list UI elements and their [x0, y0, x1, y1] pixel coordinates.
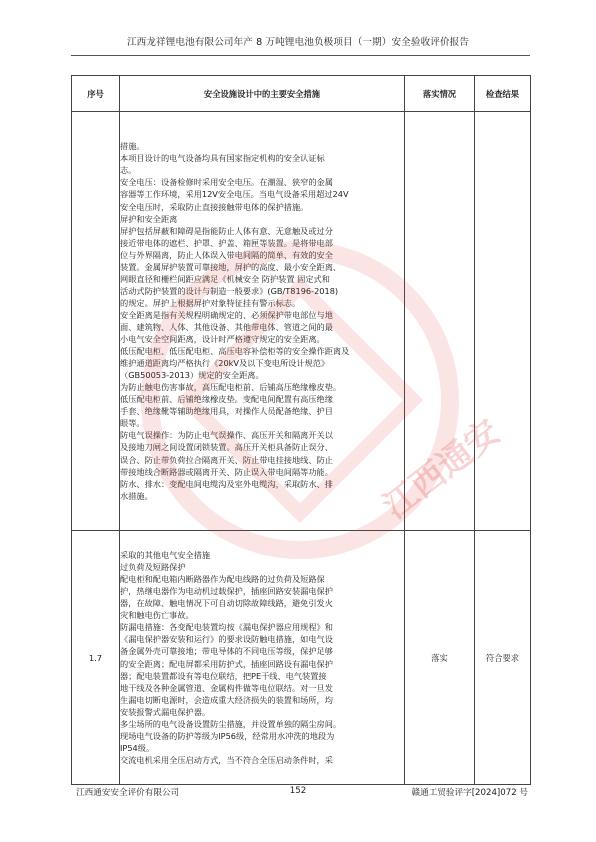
footer-report-number: 赣通工贸验评字[2024]072 号 — [411, 788, 528, 798]
measure-text-line: 志。 — [120, 165, 137, 176]
measure-text-line: 安全电压：设备检修时采用安全电压。在潮湿、狭窄的金属 — [120, 177, 333, 188]
measure-text-line: 配电柜和配电箱内断路器作为配电线路的过负荷及短路保 — [120, 574, 325, 585]
measure-text-line: 误合、防止带负荷拉合隔离开关、防止带电挂接地线、防止 — [120, 454, 333, 465]
measure-text-line: 采取的其他电气安全措施 — [120, 550, 211, 561]
measures-cell — [120, 531, 405, 785]
measure-text-line: 低压配电柜前、后铺绝缘橡皮垫。变配电间配置有高压绝缘 — [120, 394, 333, 405]
report-header-title: 江西龙祥锂电池有限公司年产 8 万吨锂电池负极项目（一期）安全验收评价报告 — [126, 37, 470, 48]
measure-text-line: 手套、绝缘靴等辅助绝缘用具，对操作人员配备绝缘、护目 — [120, 406, 333, 417]
measure-text-line: 接近带电体的遮栏、护罩、护盖、箱匣等装置。是将带电部 — [120, 237, 333, 248]
measure-text-line: IP54级。 — [120, 742, 155, 753]
column-header-no: 序号 — [72, 76, 120, 112]
measure-text-line: 多尘场所的电气设备设置防尘措施，并设置单独的隔尘房间。 — [120, 718, 342, 729]
measure-text-line: 的安全距离；配电屏都采用防护式，插座回路设有漏电保护 — [120, 658, 333, 669]
measure-text-line: 器，在故障、触电情况下可自动切除故障线路，避免引发火 — [120, 598, 333, 609]
result-cell — [475, 112, 531, 531]
row-number — [72, 112, 120, 531]
measure-text-line: 水措施。 — [120, 490, 153, 501]
table-row — [72, 531, 531, 785]
footer-company: 江西通安安全评价有限公司 — [76, 788, 180, 798]
measure-text-line: 带接地线合断路器或隔离开关、防止误入带电间隔等功能。 — [120, 466, 333, 477]
measure-text-line: 屏护包括屏蔽和障碍是指能防止人体有意、无意触及或过分 — [120, 225, 333, 236]
measure-text-line: 位与外界隔离，防止人体误入带电间隔的简单、有效的安全 — [120, 249, 333, 260]
measure-text-line: 容器等工作环境，采用12V安全电压。当电气设备采用超过24V — [120, 189, 349, 200]
measure-text-line: 防电气误操作：为防止电气误操作、高压开关和隔离开关以 — [120, 430, 333, 441]
measure-text-line: 安全距离是指有关规程明确规定的、必须保护带电部位与地 — [120, 309, 333, 320]
measure-text-line: 措施。 — [120, 141, 145, 152]
measure-text-line: 生漏电切断电源时，会造成重大经济损失的装置和场所，均 — [120, 694, 333, 705]
table-header-row — [72, 76, 531, 112]
row-number: 1.7 — [72, 531, 120, 785]
measure-text-line: 护，热继电器作为电动机过载保护，插座回路安装漏电保护 — [120, 586, 333, 597]
result-cell: 符合要求 — [475, 531, 531, 785]
measure-text-line: 安全电压时，采取防止直接接触带电体的保护措施。 — [120, 201, 309, 212]
measure-text-line: 交流电机采用全压启动方式，当不符合全压启动条件时，采 — [120, 754, 333, 765]
measure-text-line: 及接地刀闸之间设置闭锁装置。高压开关柜具备防止误分、 — [120, 442, 333, 453]
implementation-cell: 落实 — [405, 531, 475, 785]
measure-text-line: 的规定。屏护上根据屏护对象特征挂有警示标志。 — [120, 297, 301, 308]
measure-text-line: 装置。金属屏护装置可靠接地，屏护的高度、最小安全距离、 — [120, 261, 342, 272]
measure-text-line: 本项目设计的电气设备均具有国家指定机构的安全认证标 — [120, 153, 325, 164]
measure-text-line: 现场电气设备的防护等级为IP56级，经常用水冲洗的地段为 — [120, 730, 335, 741]
measure-text-line: 《漏电保护器安装和运行》的要求设防触电措施，如电气设 — [120, 634, 333, 645]
column-header-measures: 安全设施设计中的主要安全措施 — [120, 76, 405, 112]
measures-cell — [120, 112, 405, 531]
footer-page-number: 152 — [289, 786, 307, 796]
measures-text-block — [120, 140, 404, 501]
measure-text-line: 防漏电措施：各变配电装置均按《漏电保护器应用规程》和 — [120, 622, 333, 633]
watermark-text: 江西通安 — [375, 411, 508, 528]
measure-text-line: 低压配电柜、低压配电柜、高压电容补偿柜等的安全操作距离及 — [120, 346, 350, 357]
measure-text-line: 屏护和安全距离 — [120, 213, 178, 224]
measures-text-block — [120, 549, 404, 766]
measure-text-line: 活动式防护装置的设计与制造一般要求》(GB/T8196-2018) — [120, 285, 339, 296]
table-row — [72, 112, 531, 531]
safety-measures-table — [71, 75, 531, 785]
measure-text-line: （GB50053-2013）规定的安全距离。 — [120, 370, 264, 381]
measure-text-line: 为防止触电伤害事故，高压配电柜前、后铺高压绝缘橡皮垫。 — [120, 382, 342, 393]
measure-text-line: 备金属外壳可靠接地；带电导体的不同电压等级，保护足够 — [120, 646, 333, 657]
column-header-result: 检查结果 — [475, 76, 531, 112]
header-divider — [71, 55, 530, 56]
measure-text-line: 维护通道距离均严格执行《20kV及以下变电所设计规范》 — [120, 358, 330, 369]
implementation-cell — [405, 112, 475, 531]
measure-text-line: 防水、排水：变配电间电缆沟及室外电缆沟，采取防水、排 — [120, 478, 333, 489]
measure-text-line: 过负荷及短路保护 — [120, 562, 186, 573]
measure-text-line: 安装报警式漏电保护器。 — [120, 706, 211, 717]
measure-text-line: 网眼直径和栅栏间距应满足《机械安全 防护装置 固定式和 — [120, 273, 330, 284]
column-header-implementation: 落实情况 — [405, 76, 475, 112]
measure-text-line: 小电气安全空间距离，设计时严格遵守规定的安全距离。 — [120, 334, 325, 345]
measure-text-line: 面、建筑物、人体、其他设备、其他带电体、管道之间的最 — [120, 322, 333, 332]
measure-text-line: 灾和触电伤亡事故。 — [120, 610, 194, 621]
measure-text-line: 器；配电装置都设有等电位联结，把PE干线、电气装置接 — [120, 670, 327, 681]
measure-text-line: 眼等。 — [120, 418, 145, 429]
measure-text-line: 地干线及各种金属管道、金属构件做等电位联结。对一旦发 — [120, 682, 333, 693]
